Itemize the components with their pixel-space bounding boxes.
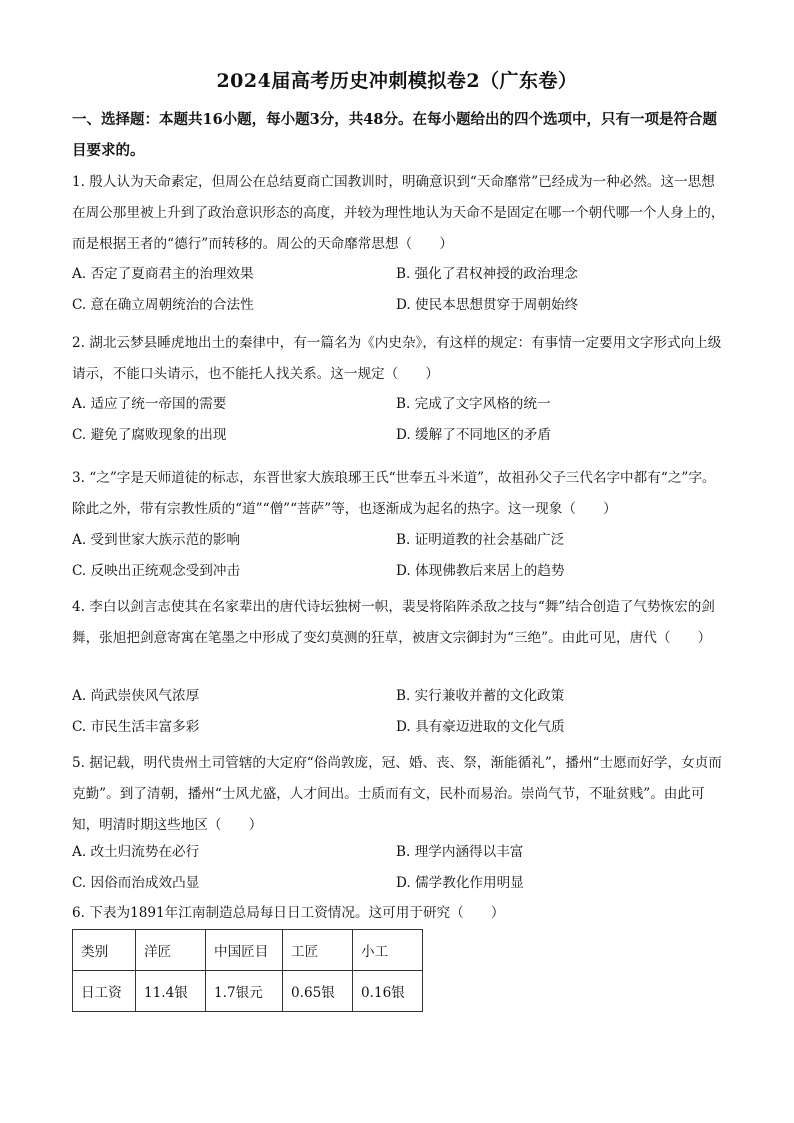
question-3-option-d: D. 体现佛教后来居上的趋势 <box>396 563 565 579</box>
question-3-option-a: A. 受到世家大族示范的影响 <box>72 532 240 548</box>
question-1-option-c: C. 意在确立周朝统治的合法性 <box>72 297 254 313</box>
table-header-cell: 工匠 <box>283 930 353 971</box>
question-4-option-c: C. 市民生活丰富多彩 <box>72 719 200 735</box>
table-row <box>73 971 423 1012</box>
question-1-option-d: D. 使民本思想贯穿于周朝始终 <box>396 297 579 313</box>
question-2-stem: 2. 湖北云梦县睡虎地出土的秦律中，有一篇名为《内史杂》，有这样的规定：有事情一定要用文字形式向上级请示，不能口头请示，也不能托人找关系。这一规定（ ） <box>72 335 722 382</box>
question-3-option-c: C. 反映出正统观念受到冲击 <box>72 563 241 579</box>
table-header-cell: 类别 <box>73 930 136 971</box>
question-3-option-b: B. 证明道教的社会基础广泛 <box>396 532 565 548</box>
question-5-option-d: D. 儒学教化作用明显 <box>396 875 524 891</box>
wage-table <box>72 929 423 1012</box>
table-header-cell: 小工 <box>353 930 423 971</box>
table-header-row <box>73 930 423 971</box>
question-5-option-c: C. 因俗而治成效凸显 <box>72 875 200 891</box>
question-2-option-a: A. 适应了统一帝国的需要 <box>72 396 227 412</box>
question-2-option-b: B. 完成了文字风格的统一 <box>396 396 551 412</box>
question-3-stem: 3. “之”字是天师道徒的标志，东晋世家大族琅琊王氏“世奉五斗米道”，故祖孙父子三代名字中都有“之”字。除此之外，带有宗教性质的“道”“僧”“菩萨”等，也逐渐成为起名的热字。这一现象（ ） <box>72 470 716 517</box>
question-5-option-b: B. 理学内涵得以丰富 <box>396 844 524 860</box>
question-2-option-d: D. 缓解了不同地区的矛盾 <box>396 427 551 443</box>
question-4-option-b: B. 实行兼收并蓄的文化政策 <box>396 688 565 704</box>
question-4-option-a: A. 尚武崇侠风气浓厚 <box>72 688 200 704</box>
question-4-option-d: D. 具有豪迈进取的文化气质 <box>396 719 565 735</box>
question-2-option-c: C. 避免了腐败现象的出现 <box>72 427 227 443</box>
question-1-option-a: A. 否定了夏商君主的治理效果 <box>72 266 254 282</box>
question-1-stem: 1. 殷人认为天命素定，但周公在总结夏商亡国教训时，明确意识到“天命靡常”已经成为一种必然。这一思想在周公那里被上升到了政治意识形态的高度，并较为理性地认为天命不是固定在哪一个朝代哪一个人身上的，而是根据王者的“德行”而转移的。周公的天命靡常思想（ ） <box>72 174 725 252</box>
question-4-stem: 4. 李白以剑言志使其在名家辈出的唐代诗坛独树一帜，裴旻将陷阵杀敌之技与“舞”结合创造了气势恢宏的剑舞，张旭把剑意寄寓在笔墨之中形成了变幻莫测的狂草，被唐文宗御封为“三绝”。由此可见，唐代（ ） <box>72 599 715 646</box>
page-title: 2024届高考历史冲刺模拟卷2（广东卷） <box>216 70 578 92</box>
question-6-stem: 6. 下表为1891年江南制造总局每日日工资情况。这可用于研究（ ） <box>72 905 505 921</box>
table-cell: 11.4银 <box>136 971 206 1012</box>
question-5-stem: 5. 据记载，明代贵州土司管辖的大定府“俗尚敦庞，冠、婚、丧、祭，渐能循礼”，播州“士愿而好学，女贞而克勤”。到了清朝，播州“士风尤盛，人才间出。士质而有文，民朴而易治。崇尚气节，不耻贫贱”。由此可知，明清时期这些地区（ ） <box>72 755 722 833</box>
section-instructions: 一、选择题：本题共16小题，每小题3分，共48分。在每小题给出的四个选项中，只有一项是符合题目要求的。 <box>72 111 717 159</box>
table-cell: 0.16银 <box>353 971 423 1012</box>
question-5-option-a: A. 改土归流势在必行 <box>72 844 200 860</box>
table-cell: 0.65银 <box>283 971 353 1012</box>
table-cell: 日工资 <box>73 971 136 1012</box>
table-header-cell: 洋匠 <box>136 930 206 971</box>
question-1-option-b: B. 强化了君权神授的政治理念 <box>396 266 578 282</box>
table-cell: 1.7银元 <box>206 971 283 1012</box>
table-header-cell: 中国匠目 <box>206 930 283 971</box>
